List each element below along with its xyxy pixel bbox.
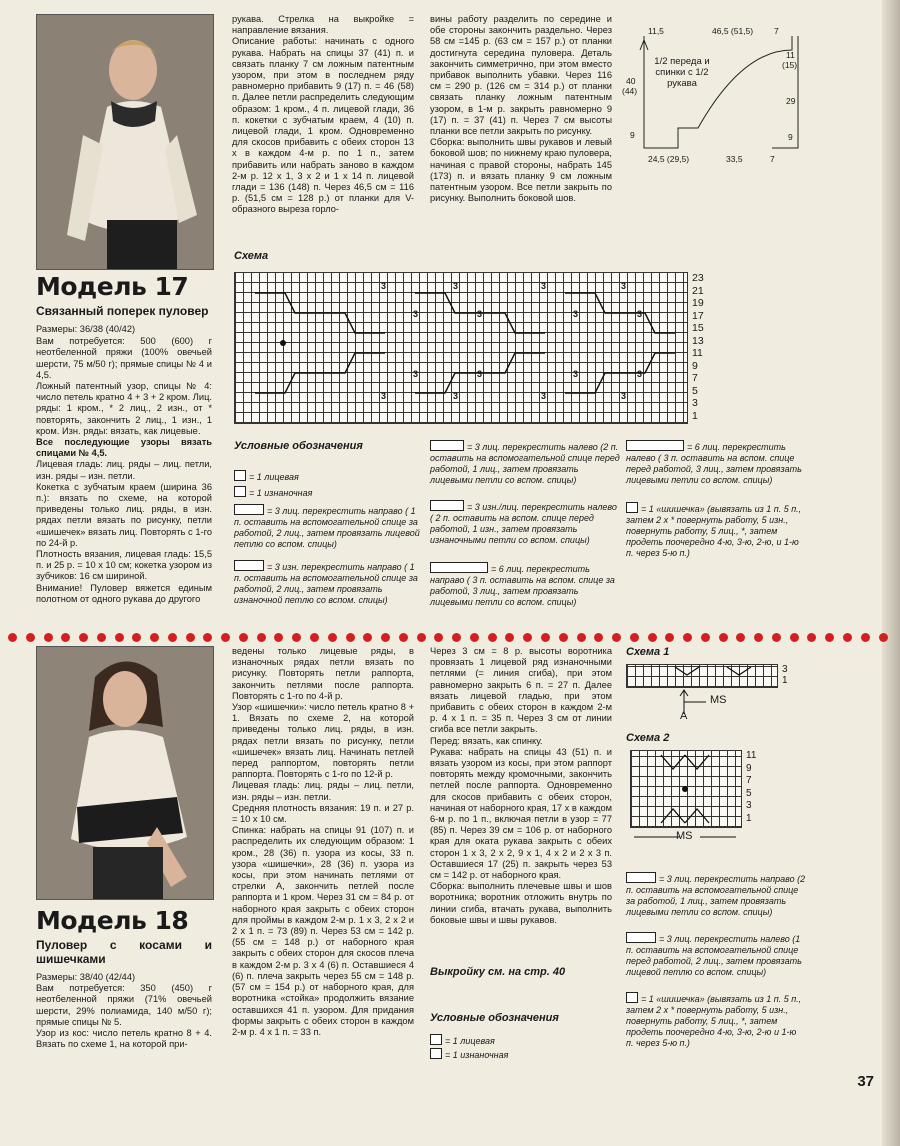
legend-bobble: = 1 «шишечка» (вывязать из 1 п. 5 п., затем 2 х * повернуть работу, 5 изн., повернуть работу, 5 лиц., *, затем продеть поочередно 4-ю, 3-ю, 2-ю, и 1-ю п. через 5-ю п.): [626, 504, 802, 558]
model18-right-text-3: Рукава: набрать на спицы 43 (51) п. и вязать узором из косы, при этом раппорт повторять между кромочными, закончить петлей после раппорта. Одновременно для скосов прибавить с обеих сторон, начиная от наборного края, 17 х в каждом 6-м р. по 1 п., включая петли в узор = 77 (85) п. Через 39 см = 106 р. от наборного края для оката рукава закрыть с обеих сторон 1 х 3, 2 х 2, 9 х 1, 4 х 2 и 2 х 3 п. Оставшиеся 17 (25) п. закрыть через 53 см = 142 р. от наборного края.: [430, 746, 613, 881]
scheme2-ms: MS: [676, 830, 693, 842]
row-number: 1: [782, 675, 788, 686]
model18-right-text-2: Перед: вязать, как спинку.: [430, 735, 543, 746]
model17-right-text-2: Сборка: выполнить швы рукавов и левый боковой шов; по нижнему краю пуловера, начиная с правой стороны, набрать 145 (173) п. и вязать планку 9 см ложным патентным узором. Все петли закрыть по рисунку. Выполнить боковой шов.: [430, 137, 612, 204]
pattern-left-b: (44): [622, 86, 638, 96]
model18-materials: Вам потребуется: 350 (450) г неотбеленной пряжи (71% овечьей шерсти, 29% полиамида, 140 м/50 г); прямые спицы № 5.: [36, 983, 212, 1027]
model17-scheme-row-numbers: [692, 272, 704, 422]
model17-yoke: Кокетка с зубчатым краем (ширина 36 п.): вязать по схеме, на которой приведены только лиц. ряды, в изн. рядах петли вязать по рисунку, петли «шишечек» вязать лиц. Повторять с 1-го по 24-й р.: [36, 481, 212, 548]
row-number: 11: [746, 750, 757, 761]
pattern-right-d: 9: [788, 132, 793, 142]
purl-symbol-icon: [430, 1048, 442, 1059]
pattern-right-a: 11: [786, 50, 795, 60]
page-number: 37: [857, 1073, 874, 1090]
scheme-cable-lines: [235, 273, 687, 423]
model17-attention: Внимание! Пуловер вяжется единым полотном от одного рукава до другого: [36, 582, 212, 604]
scheme-mark: 3: [573, 309, 579, 319]
legend-purl: = 1 изнаночная: [234, 486, 414, 499]
row-number: 13: [692, 334, 704, 347]
row-number: 23: [692, 272, 704, 284]
model18-legend-purl: = 1 изнаночная: [430, 1048, 610, 1061]
model18-photo: [36, 646, 214, 900]
pattern-left-a: 40: [626, 76, 636, 86]
legend-cross-right-3: = 3 лиц. перекрестить направо ( 1 п. оставить на вспомогательной спице за работой, 2 лиц., затем провязать лицевой петлю со вспом. спицы): [234, 506, 420, 549]
cross-left-3-icon: [430, 440, 464, 451]
knit-symbol-icon: [234, 470, 246, 481]
pattern-label: 1/2 переда и спинки с 1/2 рукава: [654, 56, 710, 89]
scheme-mark: 3: [541, 391, 547, 401]
scheme-mark: 3: [637, 309, 643, 319]
model18-legend-knit: = 1 лицевая: [430, 1034, 610, 1047]
model18-legend-title: Условные обозначения: [430, 1012, 559, 1024]
cross-left-3-icon: [626, 932, 656, 943]
legend-cross-left-purl: = 3 изн./лиц. перекрестить налево ( 2 п. оставить на вспом. спице перед работой, 1 изн., затем провязать изнаночными петли со вспом. спицы): [430, 502, 617, 545]
model18-cable-pattern: Узор из кос: число петель кратно 8 + 4. Вязать по схеме 1, на которой при-: [36, 1028, 212, 1050]
scheme-mark: 3: [453, 391, 459, 401]
model17-right-text-1: вины работу разделить по середине и обе стороны закончить раздельно. Через 58 см =145 р. (63 см = 157 р.) от планки достигнута середина пуловера. Деталь закончить симметрично, при этом вместо прибавок выполнить убавки. Через 116 см = 290 р. (126 см = 314 р.) от планки связать планку ложным патентным узором, в 1-м р. закрыть равномерно 9 (17) п. = 37 (41) п. Через 7 см высоты планки все петли закрыть по рисунку.: [430, 14, 612, 137]
scheme1-label: Схема 1: [626, 646, 670, 658]
model17-figure: [37, 15, 213, 269]
bobble-icon: [626, 502, 638, 513]
pattern-bottom-mid: 33,5: [726, 154, 743, 164]
section-divider-dots: [8, 630, 888, 644]
model17-stockinette: Лицевая гладь: лиц. ряды – лиц. петли, изн. ряды – изн. петли.: [36, 459, 212, 481]
scheme2-row-numbers: [746, 750, 756, 825]
model17-gauge: Плотность вязания, лицевая гладь: 15,5 п. и 25 р. = 10 х 10 см; кокетка узором из зубчиков: 16 см шириной.: [36, 549, 212, 582]
row-number: 3: [746, 800, 752, 811]
scheme-mark: 3: [477, 369, 483, 379]
scheme-mark: 3: [381, 391, 387, 401]
model17-middle-column: [232, 14, 414, 216]
row-number: 7: [746, 775, 752, 786]
model17-title: Модель 17: [36, 272, 189, 301]
pattern-right-b: (15): [782, 60, 798, 70]
model17-materials: Вам потребуется: 500 (600) г неотбеленной пряжи (100% овечьей шерсти, 75 м/50 г); прямые спицы № 4 и 4,5.: [36, 336, 212, 380]
scheme1-cables: [627, 665, 777, 687]
model18-sizes: Размеры: 38/40 (42/44): [36, 972, 136, 982]
model18-figure: [37, 647, 213, 899]
scheme-mark: 3: [621, 391, 627, 401]
row-number: 7: [692, 372, 698, 384]
row-number: 19: [692, 297, 704, 309]
model17-left-column: [36, 304, 212, 605]
model18-title: Модель 18: [36, 906, 189, 935]
model17-legend-title: Условные обозначения: [234, 440, 363, 452]
model18-right-text-1: Через 3 см = 8 р. высоты воротника провязать 1 лицевой ряд изнаночными петлями (= линия сгиба), при этом равномерно закрыть 6 п. = 27 п. Далее вязать лицевой гладью, при этом прибавить с обеих сторон в каждом 2-м р. 4 х 1 п. = 35 п. Через 3 см от линии сгиба все петли закрыть.: [430, 646, 612, 735]
model17-photo: [36, 14, 214, 270]
scheme-mark: 3: [621, 281, 627, 291]
knit-symbol-icon: [430, 1034, 442, 1045]
row-number: 15: [692, 322, 704, 334]
scheme2-label: Схема 2: [626, 732, 670, 744]
scheme-mark: 3: [453, 281, 459, 291]
pattern-top-right: 7: [774, 26, 779, 36]
row-number: 5: [746, 787, 752, 799]
legend-cross-left-6: = 6 лиц. перекрестить налево ( 3 п. оставить на вспом. спице перед работой, 3 лиц., затем провязать лицевыми петли со вспом. спицы): [626, 442, 802, 485]
legend-knit: = 1 лицевая: [234, 470, 414, 483]
legend-cross-right-6: = 6 лиц. перекрестить направо ( 3 п. оставить на вспом. спице за работой, 3 лиц., затем провязать лицевыми петли со вспом. спицы): [430, 564, 615, 607]
scheme-mark: 3: [573, 369, 579, 379]
model18-right-column: [430, 646, 612, 926]
cross-right-3-icon: [626, 872, 656, 883]
pattern-bottom-left: 24,5 (29,5): [648, 154, 690, 164]
scheme-mark: 3: [477, 309, 483, 319]
model17-rib-pattern: Ложный патентный узор, спицы № 4: число петель кратно 4 + 3 + 2 кром. Лиц. ряды: 1 кром., * 2 лиц., 2 изн., от * повторять, закончить 2 лиц., 1 изн., 1 кром. Изн. ряды: вязать, как лицевые.: [36, 381, 212, 436]
row-number: 5: [692, 384, 698, 397]
model18-mid-text-3: Лицевая гладь: лиц. ряды – лиц. петли, изн. ряды – изн. петли.: [232, 780, 414, 802]
row-number: 3: [692, 397, 698, 409]
bobble-icon: [626, 992, 638, 1003]
scheme-mark: 3: [413, 369, 419, 379]
scheme2-cables: [631, 751, 741, 827]
cross-left-purl-icon: [430, 500, 464, 511]
scheme1-a: A: [680, 710, 688, 722]
model18-subtitle: Пуловер с косами и шишечками: [36, 938, 212, 966]
scheme-mark: 3: [637, 369, 643, 379]
pattern-top-left: 11,5: [648, 26, 664, 36]
row-number: 21: [692, 284, 704, 297]
pattern-outline: [622, 20, 808, 170]
scheme-mark: 3: [541, 281, 547, 291]
row-number: 1: [746, 812, 752, 824]
row-number: 9: [692, 359, 698, 372]
scheme-mark: 3: [381, 281, 387, 291]
scheme1-grid: [626, 664, 778, 688]
model17-scheme-grid: [234, 272, 688, 424]
model18-left-column: [36, 938, 212, 1050]
pattern-top-mid: 46,5 (51,5): [712, 26, 754, 36]
model18-legend-cross-left: = 3 лиц. перекрестить налево (1 п. оставить на вспомогательной спице перед работой, 2 лиц., затем провязать лицевой петлю со вспом. спицы): [626, 934, 802, 977]
model17-mid-text-2: Описание работы: начинать с одного рукава. Набрать на спицы 37 (41) п. и связать планку 7 см ложным патентным узором, при этом в последнем ряду равномерно прибавить 9 (17) п. = 46 (58) п. Далее петли распределить следующим образом: 1 кром., 4 п. лицевой глади, 36 п. кокетки с зубчатым краем, 4 (10) п. лицевой глади, 1 кром. Одновременно для скосов прибавить с обеих сторон 13 х в каждом 4-м р. по 1 п., затем прибавить или набрать заново в каждом 2-м р. 12 х 1, 3 х 2 и 1 х 14 п. лицевой глади = 136 (148) п. Через 46,5 см = 116 р. (51,5 см = 128 р.) от планки для V-образного выреза горло-: [232, 36, 414, 215]
cross-right-purl-icon: [234, 560, 264, 571]
model17-right-column: [430, 14, 612, 204]
scheme2-grid: [630, 750, 742, 828]
model17-needles-note: Все последующие узоры вязать спицами № 4,5.: [36, 437, 212, 459]
pattern-bottom-right: 7: [770, 154, 775, 164]
page-edge: [882, 0, 900, 1146]
scheme1-ms: MS: [710, 694, 727, 706]
cross-right-3-icon: [234, 504, 264, 515]
model17-pattern-diagram: [622, 20, 808, 170]
model18-mid-text-4: Средняя плотность вязания: 19 п. и 27 р. = 10 х 10 см.: [232, 802, 414, 825]
model18-legend-bobble: = 1 «шишечка» (вывязать из 1 п. 5 п., затем 2 х * повернуть работу, 5 изн., повернуть работу, 5 лиц., *, затем продеть поочередно 4-ю, 3-ю, 2-ю и 1-ю п. через 5-ю п.): [626, 994, 802, 1048]
row-number: 1: [692, 409, 698, 422]
pattern-right-c: 29: [786, 96, 796, 106]
model18-mid-text-2: Узор «шишечки»: число петель кратно 8 + 1. Вязать по схеме 2, на которой приведены только лиц. ряды, в изн. рядах петли вязать по рисунку, петли «шишечек» вязать лиц. Начинать петлей перед раппортом, повторять петли раппорта. Повторять с 1-го по 12-й р.: [232, 702, 414, 780]
scheme1-row-numbers: [782, 664, 788, 686]
legend-cross-right-purl: = 3 изн. перекрестить направо ( 1 п. оставить на вспомогательной спице за работой, 2 лиц., затем провязать изнаночной петлю со вспом. спицы): [234, 562, 418, 605]
model18-legend-cross-right: = 3 лиц. перекрестить направо (2 п. оставить на вспомогательной спице за работой, 1 лиц., затем провязать лицевыми петли со вспом. спицы): [626, 874, 806, 917]
row-number: 3: [782, 664, 788, 675]
legend-cross-left-3: = 3 лиц. перекрестить налево (2 п. оставить на вспомогательной спице перед работой, 1 лиц., затем провязать лицевыми петли со вспом. спицы): [430, 442, 620, 485]
model17-subtitle: Связанный поперек пуловер: [36, 304, 209, 318]
model18-right-text-4: Сборка: выполнить плечевые швы и шов воротника; воротник отложить внутрь по линии сгиба, втачать рукава, выполнить боковые швы и швы рукавов.: [430, 881, 612, 925]
cross-right-6-icon: [430, 562, 488, 573]
row-number: 9: [746, 762, 752, 774]
purl-symbol-icon: [234, 486, 246, 497]
pattern-left-c: 9: [630, 130, 635, 140]
model18-mid-text-5: Спинка: набрать на спицы 91 (107) п. и распределить их следующим образом: 1 кром., 28 (36) п. узора из косы, 33 п. узора «шишечки», 28 (36) п. узора из косы, при этом начинать петлями от стрелки А, закончить петлей после раппорта и 1 кром. Через 31 см = 84 р. от наборного края закрыть с обеих сторон для проймы в каждом 2-м р. 1 х 3, 2 х 2 и 2 х 1 п. = 73 (89) п. Через 53 см = 142 р. (55 см = 148 р.) от наборного края закрыть с обеих сторон для скосов плеча в каждом 2-м р. 3 х 4 (6) п. Оставшиеся 4 (6) п. плеча закрыть через 55 см = 148 р. (57 см = 154 р.) от наборного края, для воротника «стойка» продолжить вязание оставшихся 41 п. узором. Для придания формы закрыть с обеих сторон в каждом 2-м р. 4 х 1 п. = 33 п.: [232, 825, 414, 1037]
model17-scheme-label: Схема: [234, 250, 269, 262]
model18-mid-text-1: ведены только лицевые ряды, в изнаночных рядах петли вязать по рисунку. Повторять петли раппорта, закончить петлями после раппорта. Повторять с 1-го по 4-й р.: [232, 646, 414, 701]
scheme-mark: 3: [413, 309, 419, 319]
model18-pattern-ref: Выкройку см. на стр. 40: [430, 966, 566, 978]
cross-left-6-icon: [626, 440, 684, 451]
model17-mid-text-1: рукава. Стрелка на выкройке = направление вязания.: [232, 14, 414, 36]
model18-middle-column: [232, 646, 414, 1038]
row-number: 11: [692, 347, 703, 359]
model17-sizes: Размеры: 36/38 (40/42): [36, 324, 136, 334]
row-number: 17: [692, 309, 704, 322]
